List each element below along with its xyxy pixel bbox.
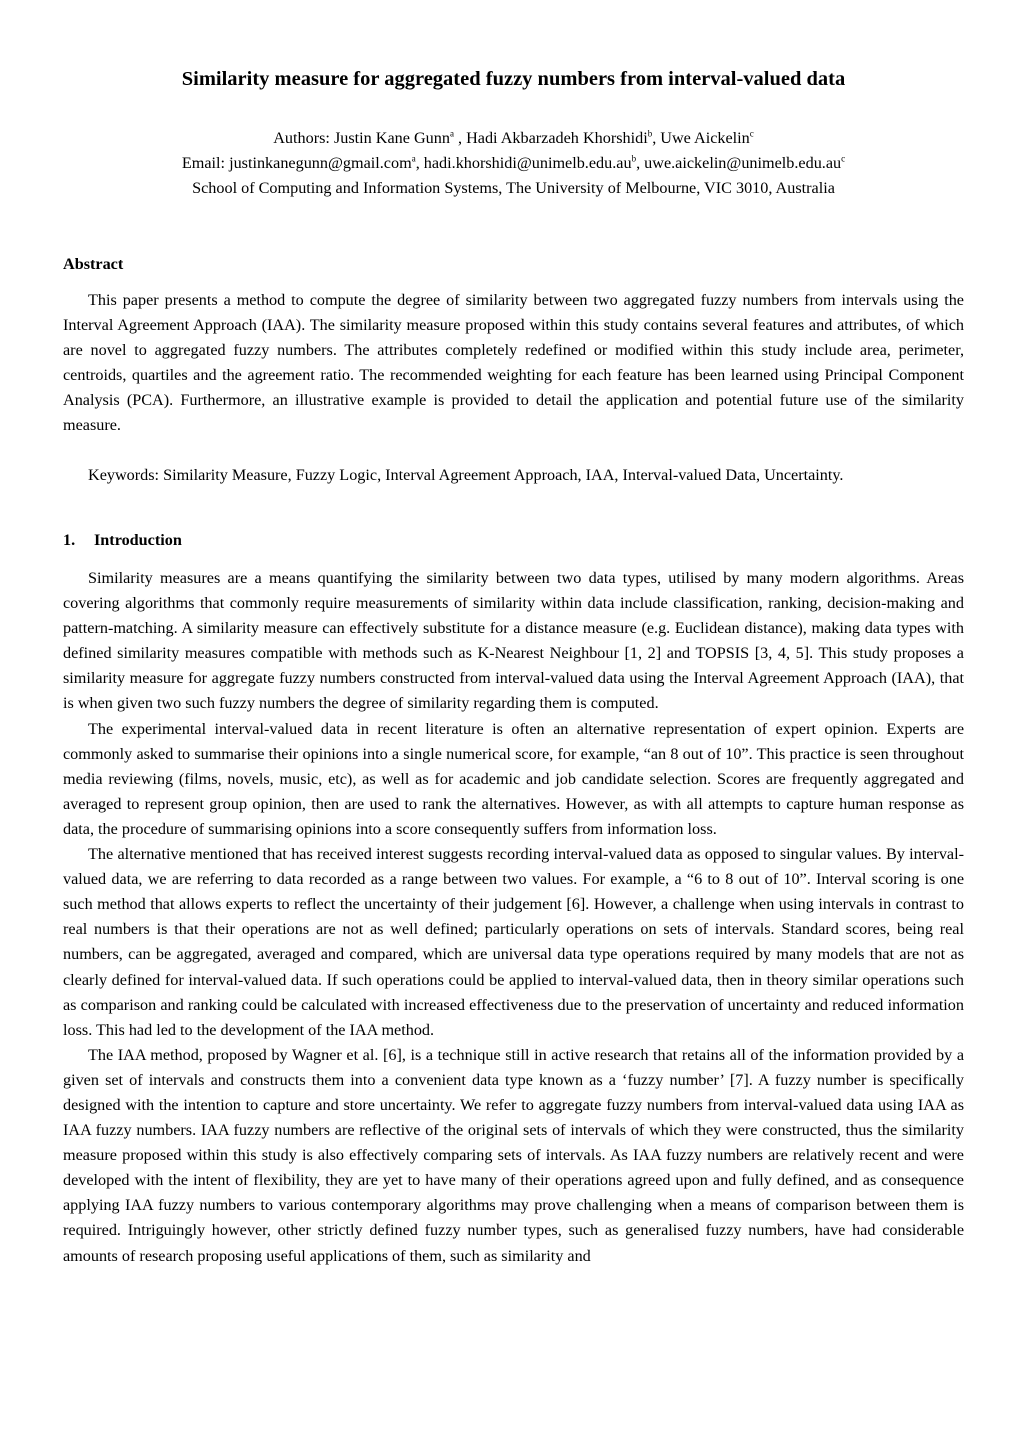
authors-line	[63, 126, 964, 151]
paper-title: Similarity measure for aggregated fuzzy numbers from interval-valued data	[181, 68, 846, 90]
abstract-body	[63, 288, 964, 439]
section-heading	[63, 528, 182, 552]
section-number: 1.	[63, 531, 76, 549]
paragraph: Similarity measures are a means quantifying the similarity between two data types, utilised by many modern algorithms. Areas covering algorithms that commonly require measurements of similarity within data include classification, ranking, decision-making and pattern-matching. A similarity measure can effectively substitute for a distance measure (e.g. Euclidean distance), making data types with defined similarity measures compatible with methods such as K-Nearest Neighbour [1, 2] and TOPSIS [3, 4, 5]. This study proposes a similarity measure for aggregate fuzzy numbers constructed from interval-valued data using the Interval Agreement Approach (IAA), that is when given two such fuzzy numbers the degree of similarity regarding them is computed.	[63, 569, 964, 713]
email-address: hadi.khorshidi@unimelb.edu.au	[423, 154, 632, 172]
author-superscript: c	[749, 128, 754, 139]
email-superscript: a	[411, 153, 416, 164]
author-separator: ,	[652, 129, 661, 147]
email-superscript: c	[841, 153, 846, 164]
author-name: Uwe Aickelin	[660, 129, 750, 147]
authors-label: Authors:	[273, 129, 334, 147]
author-name: Justin Kane Gunn	[333, 129, 450, 147]
paragraph: The alternative mentioned that has received interest suggests recording interval-valued data as opposed to singular values. By interval-valued data, we are referring to data recorded as a range between two values. For example, a “6 to 8 out of 10”. Interval scoring is one such method that allows experts to reflect the uncertainty of their judgement [6]. However, a challenge when using intervals in contrast to real numbers is that their operations are not as well defined; particularly operations on sets of intervals. Standard scores, being real numbers, can be aggregated, averaged and compared, which are universal data type operations required by many models that are not as clearly defined for interval-valued data. If such operations could be applied to interval-valued data, then in theory similar operations such as comparison and ranking could be calculated with increased effectiveness due to the preservation of uncertainty and reduced information loss. This had led to the development of the IAA method.	[63, 845, 964, 1039]
emails-line	[63, 151, 964, 176]
emails-label: Email:	[181, 154, 230, 172]
author-name: Hadi Akbarzadeh Khorshidi	[466, 129, 648, 147]
abstract-heading: Abstract	[63, 255, 124, 273]
author-separator: ,	[453, 129, 467, 147]
section-title: Introduction	[94, 531, 182, 549]
email-address: uwe.aickelin@unimelb.edu.au	[644, 154, 842, 172]
email-superscript: b	[631, 153, 637, 164]
email-separator: ,	[415, 154, 424, 172]
keywords: Keywords: Similarity Measure, Fuzzy Logic, Interval Agreement Approach, IAA, Interval-valued Data, Uncertainty.	[88, 466, 844, 484]
abstract-text: This paper presents a method to compute the degree of similarity between two aggregated fuzzy numbers from intervals using the Interval Agreement Approach (IAA). The similarity measure proposed within this study contains several features and attributes, of which are novel to aggregated fuzzy numbers. The attributes completely redefined or modified within this study include area, perimeter, centroids, quartiles and the agreement ratio. The recommended weighting for each feature has been learned using Principal Component Analysis (PCA). Furthermore, an illustrative example is provided to detail the application and potential future use of the similarity measure.	[63, 291, 964, 435]
author-superscript: b	[647, 128, 653, 139]
email-separator: ,	[636, 154, 645, 172]
author-superscript: a	[449, 128, 454, 139]
paragraph: The IAA method, proposed by Wagner et al. [6], is a technique still in active research that retains all of the information provided by a given set of intervals and constructs them into a convenient data type known as a ‘fuzzy number’ [7]. A fuzzy number is specifically designed with the intention to capture and store uncertainty. We refer to aggregate fuzzy numbers from interval-valued data using IAA as IAA fuzzy numbers. IAA fuzzy numbers are reflective of the original sets of intervals of which they were constructed, thus the similarity measure proposed within this study is also effectively comparing sets of intervals. As IAA fuzzy numbers are relatively recent and were developed with the intent of flexibility, they are yet to have many of their operations agreed upon and fully defined, and as consequence applying IAA fuzzy numbers to various contemporary algorithms may prove challenging when a means of comparison between them is required. Intriguingly however, other strictly defined fuzzy number types, such as generalised fuzzy numbers, have had considerable amounts of research proposing useful applications of them, such as similarity and	[63, 1045, 964, 1265]
paragraph: The experimental interval-valued data in recent literature is often an alternative representation of expert opinion. Experts are commonly asked to summarise their opinions into a single numerical score, for example, “an 8 out of 10”. This practice is seen throughout media reviewing (films, novels, music, etc), as well as for academic and job candidate selection. Scores are frequently aggregated and averaged to represent group opinion, then are used to rank the alternatives. However, as with all attempts to capture human response as data, the procedure of summarising opinions into a score consequently suffers from information loss.	[63, 719, 964, 838]
introduction-body	[63, 566, 964, 1269]
email-address: justinkanegunn@gmail.com	[229, 154, 412, 172]
author-info	[63, 126, 964, 201]
affiliation: School of Computing and Information Systems, The University of Melbourne, VIC 3010, Australia	[192, 179, 835, 197]
